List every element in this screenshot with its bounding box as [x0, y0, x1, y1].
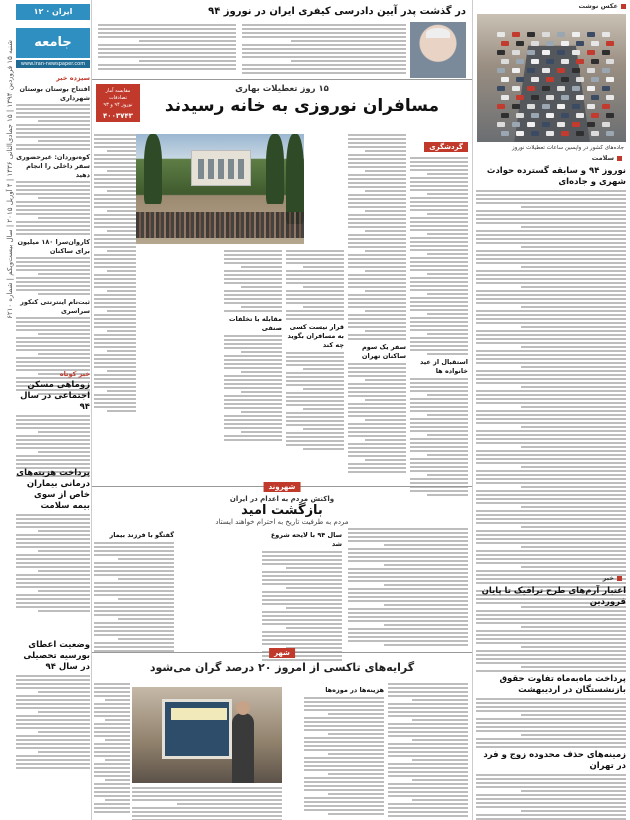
car: [561, 131, 569, 136]
text-lines: [476, 774, 626, 820]
car: [497, 50, 505, 55]
car: [561, 41, 569, 46]
text-lines: [16, 257, 90, 295]
car: [602, 50, 610, 55]
article-column: [410, 134, 468, 498]
section-label: [476, 572, 626, 584]
car: [501, 77, 509, 82]
article-subhead: سفر یک سوم ساکنان تهران: [361, 343, 406, 360]
car: [531, 113, 539, 118]
taxi-booth-photo: [132, 687, 282, 783]
logo-text: ایران: [52, 7, 73, 16]
car: [501, 131, 509, 136]
sidebar-section-health: [472, 152, 630, 630]
car: [561, 95, 569, 100]
top-story-text: [242, 24, 406, 76]
car: [497, 86, 505, 91]
car: [516, 95, 524, 100]
text-lines: [476, 610, 626, 672]
car: [606, 95, 614, 100]
car: [527, 68, 535, 73]
car: [546, 113, 554, 118]
photo-caption: جاده‌های کشور در واپسین ساعات تعطیلات نوروز: [512, 145, 624, 151]
car: [527, 32, 535, 37]
section-tag: شهر: [269, 648, 295, 658]
car: [602, 32, 610, 37]
sidebar-headline: نوروز ۹۴ و سابقه گسترده حوادث شهری و جاده‌ای: [486, 166, 626, 187]
badge-line: نوروز ۹۴ و ۹۳: [103, 102, 133, 108]
date-line: شنبه ۱۵ فروردین ۱۳۹۴ | ۱۵ جمادی‌الثانی ۱۴۳۶ | ۴ آوریل ۲۰۱۵ | سال بیست‌ویکم | شماره ۶۲۱۰: [6, 40, 14, 319]
car: [516, 41, 524, 46]
car: [576, 95, 584, 100]
section-tag: شهروند: [264, 482, 301, 492]
article-column: [262, 528, 342, 663]
mid-headline: بازگشت امید: [241, 503, 323, 518]
top-story: [92, 0, 472, 80]
car: [527, 86, 535, 91]
strip-label: سیزده خبر: [56, 74, 90, 82]
section-label-text: خبر: [602, 574, 614, 582]
traffic-photo: [477, 14, 626, 142]
car: [546, 95, 554, 100]
car: [561, 77, 569, 82]
car: [587, 86, 595, 91]
car: [531, 95, 539, 100]
car: [546, 77, 554, 82]
article-subhead: استقبال از عید خانواده ها: [419, 358, 468, 375]
main-headline: مسافران نوروزی به خانه رسیدند: [164, 96, 440, 116]
top-story-text: [98, 24, 236, 72]
section-label-text: سلامت: [591, 154, 614, 162]
car: [572, 50, 580, 55]
strip-headline: وضعیت اعطای بورسیه تحصیلی در سال ۹۴: [23, 640, 90, 672]
text-lines: [16, 181, 90, 235]
article-subhead: سال ۹۴ با لایحه شروع شد: [270, 531, 342, 548]
sidebar-headline: اعتبار آرم‌های طرح ترافیک تا پایان فروردین: [481, 586, 626, 607]
car: [512, 50, 520, 55]
main-headline-block: [92, 82, 472, 130]
car: [591, 59, 599, 64]
car: [542, 86, 550, 91]
car: [542, 68, 550, 73]
car: [501, 41, 509, 46]
article-column: [94, 683, 130, 815]
car: [516, 59, 524, 64]
car: [606, 59, 614, 64]
article-subhead: مقابله با تخلفات صنفی: [228, 315, 282, 332]
car: [576, 131, 584, 136]
car: [531, 77, 539, 82]
car: [576, 113, 584, 118]
right-sidebar: [472, 0, 630, 820]
car: [542, 122, 550, 127]
car: [606, 131, 614, 136]
car: [557, 50, 565, 55]
strip-subhead: کاروان‌سرا ۱۸۰ میلیون برای ساکنان: [17, 238, 90, 255]
article-column: [132, 787, 282, 820]
car: [546, 41, 554, 46]
car: [512, 32, 520, 37]
date-strip: [2, 40, 14, 810]
newspaper-logo: ایران · ۱۲: [16, 4, 90, 20]
car: [512, 104, 520, 109]
strip-headline: پرداخت هزینه‌های درمانی بیماران خاص از سوی بیمه سلامت: [16, 468, 90, 511]
car: [527, 104, 535, 109]
article-column: [224, 250, 282, 443]
badge-number: ۴۰۰۳۷۴۳: [103, 112, 133, 120]
car: [606, 113, 614, 118]
car: [576, 77, 584, 82]
car: [497, 68, 505, 73]
car: [497, 32, 505, 37]
car: [501, 113, 509, 118]
article-column: [348, 528, 468, 648]
article-column: [286, 250, 344, 452]
car: [557, 104, 565, 109]
text-lines: [476, 698, 626, 748]
strip-headline: زوماهی مسکن اجتماعی در سال ۹۴: [20, 380, 90, 412]
car: [542, 104, 550, 109]
car: [501, 59, 509, 64]
car: [572, 104, 580, 109]
strip-label: خبر کوتاه: [59, 370, 90, 378]
car: [602, 104, 610, 109]
article-column: [94, 134, 136, 414]
strip-news-block: [16, 370, 90, 479]
car: [497, 104, 505, 109]
bottom-story: [92, 649, 472, 820]
article-column: [304, 683, 384, 817]
car: [572, 122, 580, 127]
car: [572, 32, 580, 37]
car: [602, 86, 610, 91]
car: [606, 41, 614, 46]
car: [591, 131, 599, 136]
car: [542, 32, 550, 37]
car: [527, 50, 535, 55]
car: [512, 122, 520, 127]
photo-label-text: عکس نوشت: [578, 2, 618, 10]
car: [602, 122, 610, 127]
car: [587, 32, 595, 37]
car: [572, 68, 580, 73]
car: [557, 32, 565, 37]
car: [557, 68, 565, 73]
car: [497, 122, 505, 127]
strip-news-block: [16, 468, 90, 614]
badge-line: مقایسه آمار تصادفات: [105, 88, 131, 101]
car: [512, 68, 520, 73]
strip-news-block: [16, 640, 90, 771]
car: [587, 68, 595, 73]
article-column: [348, 134, 406, 475]
main-content: [92, 0, 472, 820]
car: [531, 131, 539, 136]
car: [516, 77, 524, 82]
car: [527, 122, 535, 127]
article-column: [94, 528, 174, 654]
car: [587, 104, 595, 109]
mid-subtitle: مردم به طرفیت تاریخ به احترام خواهند ایستاد: [215, 518, 349, 526]
article-subhead: هزینه‌ها در موزه‌ها: [325, 686, 384, 694]
portrait-photo: [410, 22, 466, 78]
car: [587, 50, 595, 55]
text-lines: [476, 190, 626, 628]
headline-kicker: ۱۵ روز تعطیلات بهاری: [235, 84, 329, 94]
car: [561, 113, 569, 118]
strip-news-block: [16, 74, 90, 397]
car: [531, 41, 539, 46]
car: [557, 86, 565, 91]
car: [606, 77, 614, 82]
mid-kicker: واکنش مردم به اعدام در ایران: [229, 495, 335, 503]
car: [591, 77, 599, 82]
car: [591, 113, 599, 118]
strip-subhead: کوه‌نوردان: غیرحضوری سفر داخلی را انجام دهید: [16, 153, 90, 179]
car: [587, 122, 595, 127]
left-strip: [0, 0, 92, 820]
sidebar-headline: پرداخت ماه‌به‌ماه تفاوت حقوق بازنشستگان در اردیبهشت: [499, 674, 626, 695]
page-number: ۱۲: [33, 7, 44, 16]
car: [602, 68, 610, 73]
site-url: www.iran-newspaper.com: [16, 60, 90, 68]
car: [572, 86, 580, 91]
photo-label: [473, 0, 630, 12]
text-lines: [16, 104, 90, 150]
article-subhead: گفتگو با فرزند بیمار: [109, 531, 174, 539]
sidebar-section-news: [472, 572, 630, 820]
car: [501, 95, 509, 100]
car: [516, 131, 524, 136]
middle-story: [92, 483, 472, 526]
car: [512, 86, 520, 91]
article-subhead: قرار نیست کسی به مسافران بگوید چه کند: [287, 323, 344, 349]
car: [557, 122, 565, 127]
strip-subhead: افتتاح بوستان بوستان شهرداری: [19, 85, 90, 102]
section-label: [476, 152, 626, 164]
sidebar-headline: زمینه‌های حذف محدوده زوج و فرد در تهران: [483, 750, 626, 771]
car: [561, 59, 569, 64]
car: [591, 95, 599, 100]
car: [546, 59, 554, 64]
section-title: جامعه: [16, 28, 90, 58]
article-column: [388, 683, 468, 819]
car: [531, 59, 539, 64]
bottom-headline: گرایه‌های تاکسی از امروز ۲۰ درصد گران می‌شود: [149, 661, 415, 674]
car: [542, 50, 550, 55]
text-lines: [16, 675, 90, 769]
top-story-title: در گذشت پدر آیین دادرسی کیفری ایران در نوروز ۹۴: [208, 6, 466, 17]
car: [576, 59, 584, 64]
car: [591, 41, 599, 46]
car: [576, 41, 584, 46]
strip-subhead: ثبت‌نام اینترنتی کنکور سراسری: [20, 298, 90, 315]
car: [516, 113, 524, 118]
section-tag: گردشگری: [424, 142, 468, 152]
text-lines: [16, 514, 90, 612]
accident-stats-badge: [96, 84, 140, 122]
garden-crowd-photo: [136, 134, 304, 244]
car: [546, 131, 554, 136]
